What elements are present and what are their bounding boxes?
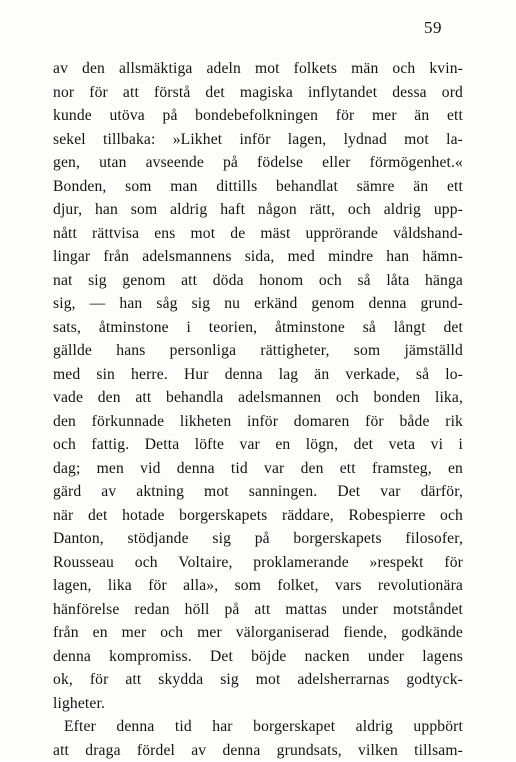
- text-line: ligheter.: [53, 692, 463, 716]
- text-line: sats, åtminstone i teorien, åtminstone så långt det: [53, 316, 463, 340]
- text-line: gällde hans personliga rättigheter, som jämställd: [53, 339, 463, 363]
- text-line: hänförelse redan höll på att mattas under motståndet: [53, 598, 463, 622]
- text-line: lingar från adelsmannens sida, med mindre han hämn-: [53, 245, 463, 269]
- text-line: den förkunnade likheten inför domaren för både rik: [53, 410, 463, 434]
- text-line: dag; men vid denna tid var den ett framsteg, en: [53, 457, 463, 481]
- text-line: sig, — han såg sig nu erkänd genom denna grund-: [53, 292, 463, 316]
- text-line: gärd av aktning mot sanningen. Det var därför,: [53, 480, 463, 504]
- text-line: sekel tillbaka: »Likhet inför lagen, lydnad mot la-: [53, 128, 463, 152]
- text-line: djur, han som aldrig haft någon rätt, och aldrig upp-: [53, 198, 463, 222]
- text-line: vade den att behandla adelsmannen och bonden lika,: [53, 386, 463, 410]
- text-line: och fattig. Detta löfte var en lögn, det veta vi i: [53, 433, 463, 457]
- text-line: denna kompromiss. Det böjde nacken under lagens: [53, 645, 463, 669]
- text-line: Efter denna tid har borgerskapet aldrig uppbört: [53, 715, 463, 739]
- text-line: nor för att förstå det magiska inflytandet dessa ord: [53, 81, 463, 105]
- text-line: gen, utan avseende på födelse eller förmögenhet.«: [53, 151, 463, 175]
- text-line: nat sig genom att döda honom och så låta hänga: [53, 269, 463, 293]
- text-line: med sin herre. Hur denna lag än verkade, så lo-: [53, 363, 463, 387]
- text-line: Rousseau och Voltaire, proklamerande »respekt för: [53, 551, 463, 575]
- text-line: Bonden, som man dittills behandlat sämre än ett: [53, 175, 463, 199]
- text-line: kunde utöva på bondebefolkningen för mer än ett: [53, 104, 463, 128]
- text-line: från en mer och mer välorganiserad fiende, godkände: [53, 621, 463, 645]
- text-line: nått rättvisa ens mot de mäst upprörande våldshand-: [53, 222, 463, 246]
- text-line: ok, för att skydda sig mot adelsherrarnas godtyck-: [53, 668, 463, 692]
- text-line: Danton, stödjande sig på borgerskapets filosofer,: [53, 527, 463, 551]
- text-line: att draga fördel av denna grundsats, vilken tillsam-: [53, 739, 463, 762]
- text-line: när det hotade borgerskapets räddare, Robespierre och: [53, 504, 463, 528]
- body-text: [53, 57, 463, 762]
- page-number: 59: [424, 18, 442, 38]
- text-line: av den allsmäktiga adeln mot folkets män och kvin-: [53, 57, 463, 81]
- text-line: lagen, lika för alla», som folket, vars revolutionära: [53, 574, 463, 598]
